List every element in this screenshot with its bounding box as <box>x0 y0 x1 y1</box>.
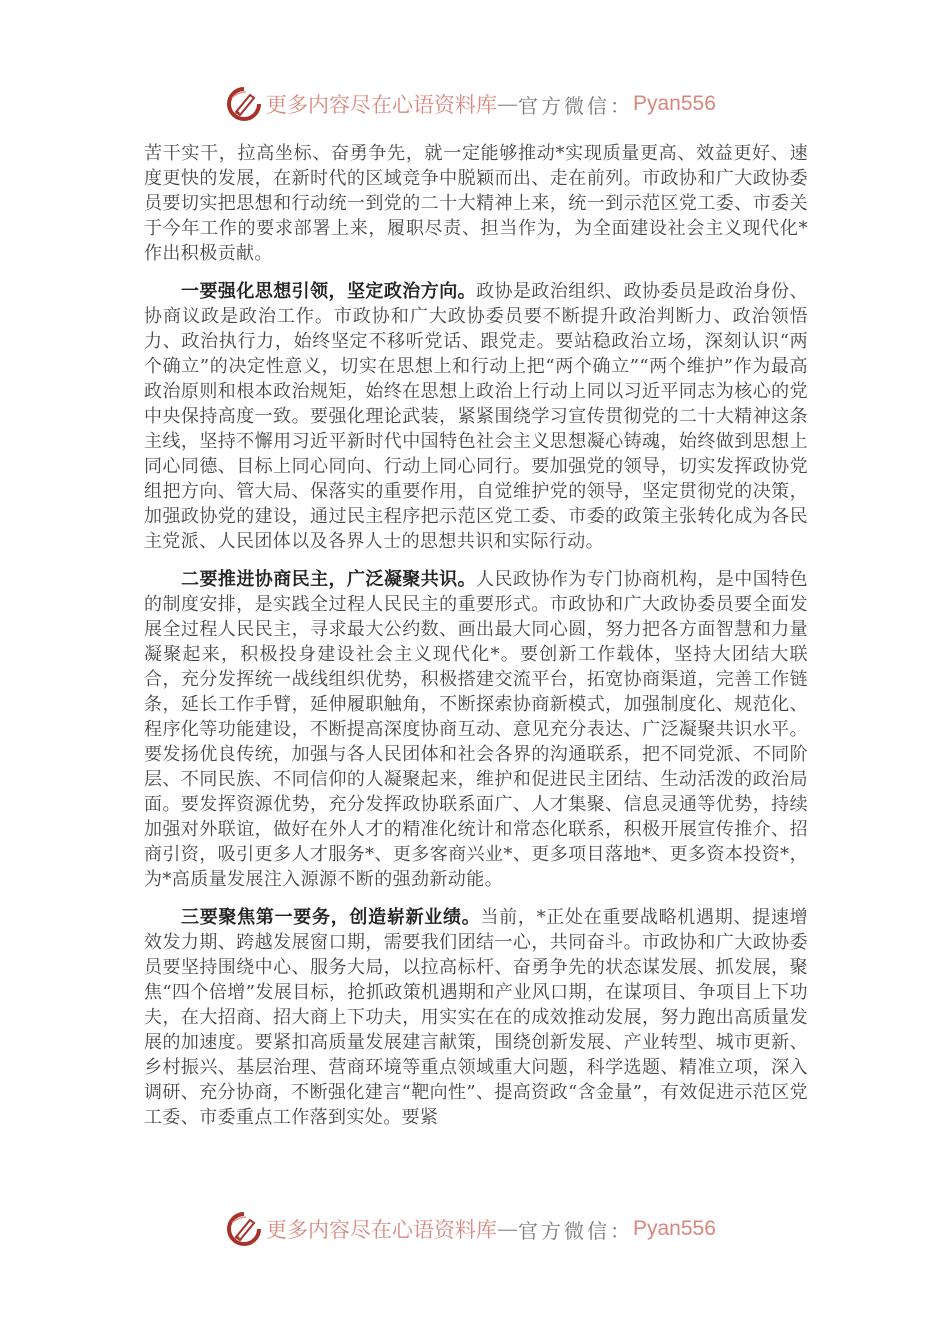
paragraph-text: 当前，*正处在重要战略机遇期、提速增效发力期、跨越发展窗口期，需要我们团结一心，共同奋斗。市政协和广大政协委员要坚持围绕中心、服务大局，以拉高标杆、奋勇争先的状态谋发展、抓发展，聚焦“四个倍增”发展目标，抢抓政策机遇期和产业风口期，在谋项目、争项目上下功夫，在大招商、招大商上下功夫，用实实在在的成效推动发展，努力跑出高质量发展的加速度。要紧扣高质量发展建言献策，围绕创新发展、产业转型、城市更新、乡村振兴、基层治理、营商环境等重点领域重大问题，科学选题、精准立项，深入调研、充分协商，不断强化建言“靶向性”、提高资政“含金量”，有效促进示范区党工委、市委重点工作落到实处。要紧 <box>144 907 809 1128</box>
header-watermark <box>226 84 716 124</box>
pen-logo-icon <box>226 1211 262 1247</box>
watermark-dash: — <box>497 1217 518 1241</box>
paragraph-point-3 <box>144 905 808 1130</box>
paragraph-point-2 <box>144 567 808 892</box>
watermark-label: 官方微信： <box>518 1218 633 1243</box>
paragraph-point-1 <box>144 279 808 554</box>
footer-watermark <box>226 1209 716 1249</box>
watermark-site-text: 更多内容尽在心语资料库 <box>266 1218 497 1242</box>
document-body <box>144 141 808 1143</box>
watermark-label: 官方微信： <box>518 93 633 118</box>
paragraph-intro <box>144 141 808 266</box>
pen-logo-icon <box>226 86 262 122</box>
paragraph-text: 苦干实干，拉高坐标、奋勇争先，就一定能够推动*实现质量更高、效益更好、速度更快的发展，在新时代的区域竞争中脱颖而出、走在前列。市政协和广大政协委员要切实把思想和行动统一到党的二十大精神上来，统一到示范区党工委、市委关于今年工作的要求部署上来，履职尽责、担当作为，为全面建设社会主义现代化*作出积极贡献。 <box>144 143 808 264</box>
paragraph-heading: 二要推进协商民主，广泛凝聚共识。 <box>181 569 477 590</box>
paragraph-heading: 一要强化思想引领，坚定政治方向。 <box>181 281 477 302</box>
watermark-dash: — <box>497 92 518 116</box>
paragraph-text: 人民政协作为专门协商机构，是中国特色的制度安排，是实践全过程人民民主的重要形式。市政协和广大政协委员要全面发展全过程人民民主，寻求最大公约数、画出最大同心圆，努力把各方面智慧和力量凝聚起来，积极投身建设社会主义现代化*。要创新工作载体，坚持大团结大联合，充分发挥统一战线组织优势，积极搭建交流平台，拓宽协商渠道，完善工作链条，延长工作手臂，延伸履职触角，不断探索协商新模式，加强制度化、规范化、程序化等功能建设，不断提高深度协商互动、意见充分表达、广泛凝聚共识水平。要发扬优良传统，加强与各人民团体和社会各界的沟通联系，把不同党派、不同阶层、不同民族、不同信仰的人凝聚起来，维护和促进民主团结、生动活泼的政治局面。要发挥资源优势，充分发挥政协联系面广、人才集聚、信息灵通等优势，持续加强对外联谊，做好在外人才的精准化统计和常态化联系，积极开展宣传推介、招商引资，吸引更多人才服务*、更多客商兴业*、更多项目落地*、更多资本投资*，为*高质量发展注入源源不断的强劲新动能。 <box>144 569 808 890</box>
watermark-wechat-id: Pyan556 <box>633 92 716 115</box>
paragraph-text: 政协是政治组织、政协委员是政治身份、协商议政是政治工作。市政协和广大政协委员要不断提升政治判断力、政治领悟力、政治执行力，始终坚定不移听党话、跟党走。要站稳政治立场，深刻认识“两个确立”的决定性意义，切实在思想上和行动上把“两个确立”“两个维护”作为最高政治原则和根本政治规矩，始终在思想上政治上行动上同以习近平同志为核心的党中央保持高度一致。要强化理论武装，紧紧围绕学习宣传贯彻党的二十大精神这条主线，坚持不懈用习近平新时代中国特色社会主义思想凝心铸魂，始终做到思想上同心同德、目标上同心同向、行动上同心同行。要加强党的领导，切实发挥政协党组把方向、管大局、保落实的重要作用，自觉维护党的领导，坚定贯彻党的决策，加强政协党的建设，通过民主程序把示范区党工委、市委的政策主张转化成为各民主党派、人民团体以及各界人士的思想共识和实际行动。 <box>144 281 808 552</box>
paragraph-heading: 三要聚焦第一要务，创造崭新业绩。 <box>181 907 481 928</box>
watermark-wechat-id: Pyan556 <box>633 1217 716 1240</box>
watermark-site-text: 更多内容尽在心语资料库 <box>266 93 497 117</box>
